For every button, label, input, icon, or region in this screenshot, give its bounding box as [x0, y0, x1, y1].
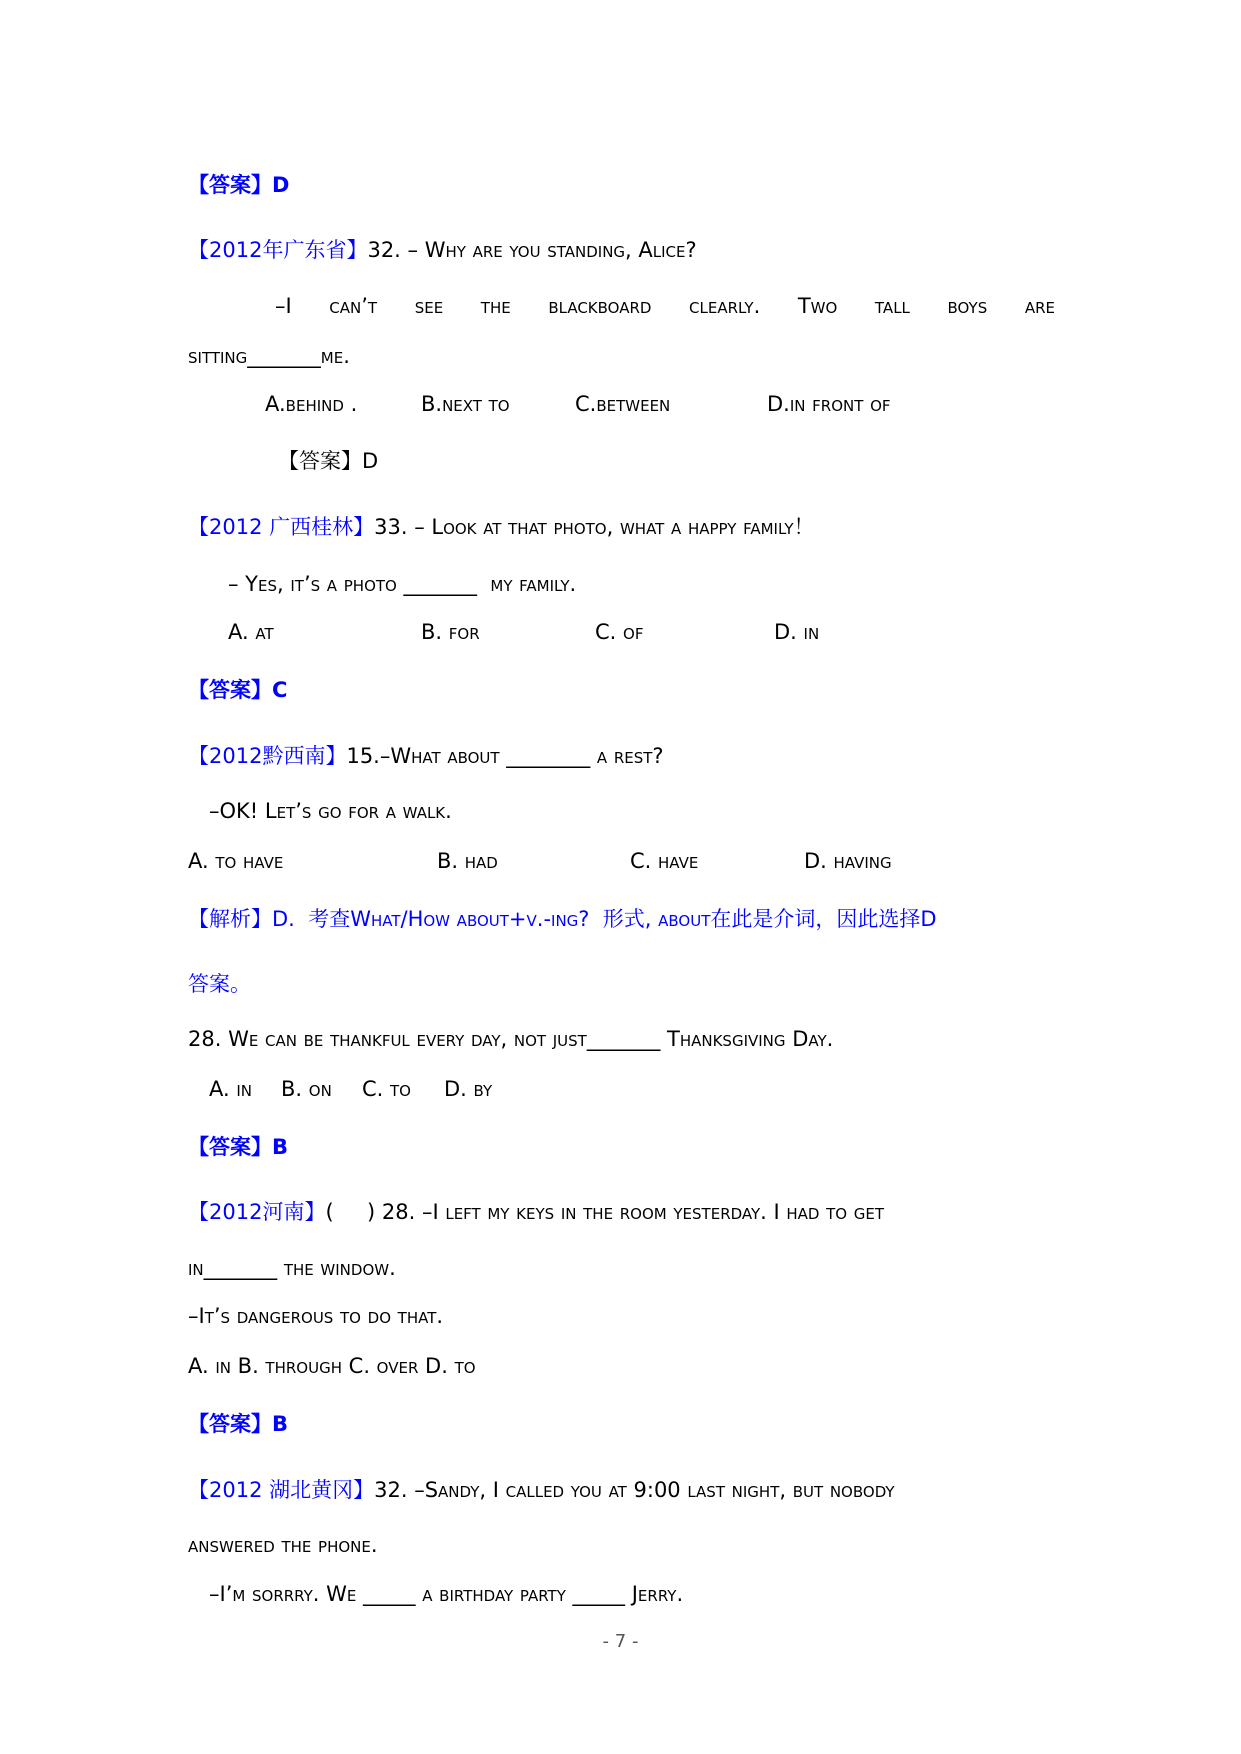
option-c: C.between: [575, 392, 671, 416]
question-qianxinan-header: [188, 741, 664, 771]
answer-label: 【答案】D: [278, 449, 379, 473]
option-a: A. at: [228, 620, 274, 644]
option-c: C. to: [362, 1077, 411, 1101]
analysis-text: 【解析】D. 考查What/How about+v.-ing? 形式, about在此是介词，因此选择D: [188, 907, 937, 931]
question-henan-header: [188, 1197, 884, 1227]
question-stem: 32. –Sandy, I called you at 9:00 last night, but nobody: [374, 1478, 895, 1502]
option-a: A. in: [209, 1077, 252, 1101]
option-d: D. by: [444, 1077, 493, 1101]
dialog-continuation: sitting_______me.: [188, 344, 350, 368]
option-a: A. to have: [188, 849, 284, 873]
question-guangdong-header: [188, 235, 697, 265]
question-stem: 28. We can be thankful every day, not just_______ Thanksgiving Day.: [188, 1027, 834, 1051]
option-b: B.next to: [421, 392, 510, 416]
question-stem: 15.–What about ________ a rest?: [346, 744, 664, 768]
options-row: A. in B. through C. over D. to: [188, 1354, 476, 1378]
stem-continuation: in_______ the window.: [188, 1256, 396, 1280]
question-guilin-header: [188, 512, 815, 542]
answer-label: 【答案】B: [188, 1412, 289, 1436]
option-c: C. of: [595, 620, 644, 644]
dialog-reply: –I’m sorrry. We _____ a birthday party _____ Jerry.: [209, 1582, 684, 1606]
question-source: 【2012年广东省】: [188, 238, 368, 262]
dialog-reply: –OK! Let’s go for a walk.: [209, 799, 452, 823]
analysis-continuation: 答案。: [188, 972, 251, 996]
question-stem: ( ) 28. –I left my keys in the room yesterday. I had to get: [325, 1200, 885, 1224]
question-source: 【2012河南】: [188, 1200, 326, 1224]
stem-continuation: answered the phone.: [188, 1533, 378, 1557]
option-b: B. for: [421, 620, 480, 644]
dialog-reply: – Yes, it’s a photo _______ my family.: [228, 572, 577, 596]
option-d: D. having: [804, 849, 892, 873]
question-source: 【2012黔西南】: [188, 744, 347, 768]
question-source: 【2012 湖北黄冈】: [188, 1478, 375, 1502]
option-a: A.behind .: [265, 392, 358, 416]
option-d: D.in front of: [767, 392, 891, 416]
question-huanggang-header: [188, 1475, 895, 1505]
option-b: B. on: [281, 1077, 332, 1101]
page-number: - 7 -: [602, 1631, 639, 1652]
answer-label: 【答案】D: [188, 173, 290, 197]
option-c: C. have: [630, 849, 699, 873]
question-source: 【2012 广西桂林】: [188, 515, 375, 539]
question-stem: 33. – Look at that photo, what a happy family！: [374, 515, 815, 539]
answer-label: 【答案】C: [188, 678, 288, 702]
dialog-reply: –It’s dangerous to do that.: [188, 1304, 444, 1328]
option-d: D. in: [774, 620, 820, 644]
option-b: B. had: [437, 849, 498, 873]
dialog-line: –I can’t see the blackboard clearly. Two tall boys are: [275, 294, 1055, 318]
question-stem: 32. – Why are you standing, Alice?: [367, 238, 697, 262]
answer-label: 【答案】B: [188, 1135, 289, 1159]
